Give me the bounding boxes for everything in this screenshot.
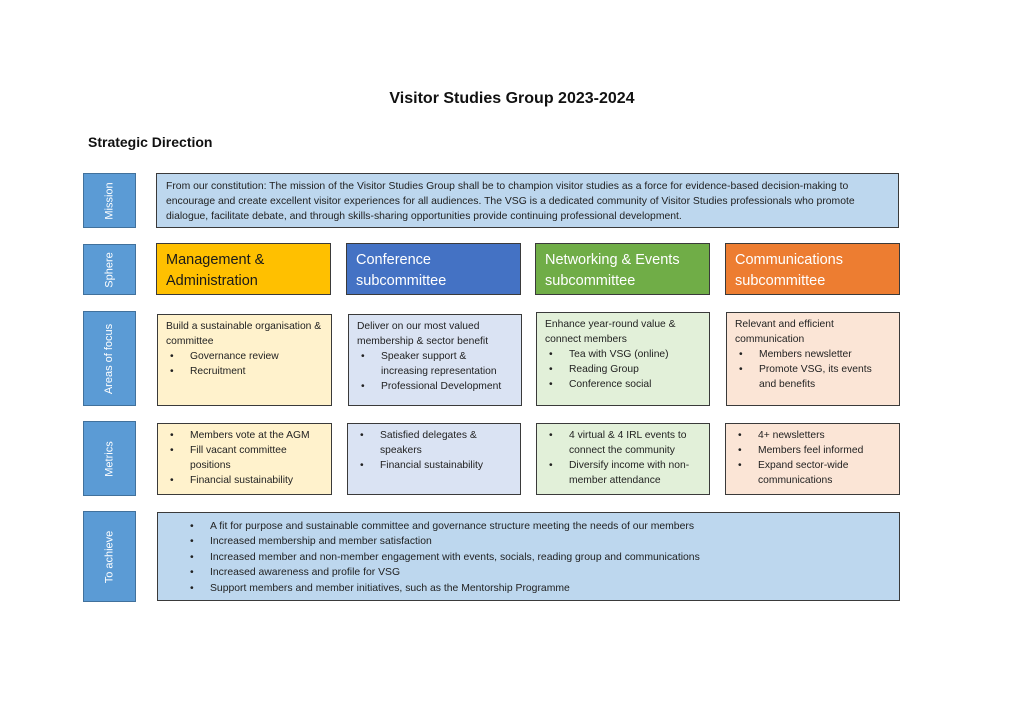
list-item: • Members vote at the AGM: [166, 428, 323, 443]
areas-management-intro: Build a sustainable organisation & committee: [166, 321, 322, 347]
areas-management: [157, 314, 332, 406]
list-item: • Satisfied delegates & speakers: [356, 428, 512, 458]
list-item: • Governance review: [166, 349, 323, 364]
achieve-box: [157, 512, 900, 601]
list-item: • Tea with VSG (online): [545, 347, 701, 362]
list-item: • Expand sector-wide communications: [734, 458, 891, 488]
list-item: • Members newsletter: [735, 347, 891, 362]
list-item: • Financial sustainability: [356, 458, 512, 473]
row-label-metrics-text: Metrics: [103, 440, 116, 477]
row-label-sphere-text: Sphere: [103, 251, 116, 288]
list-item: • Members feel informed: [734, 443, 891, 458]
areas-communications: [726, 312, 900, 406]
areas-networking: [536, 312, 710, 406]
list-item: • 4 virtual & 4 IRL events to connect the community: [545, 428, 701, 458]
row-label-metrics: [83, 421, 136, 496]
mission-text: From our constitution: The mission of the Visitor Studies Group shall be to champion visitor studies as a force for evidence-based decision-making to encourage and create excellent visitor experiences for all audiences. The VSG is a dedicated community of Visitor Studies professionals who promote dialogue, facilitate debate, and through skills-sharing opportunities provide continuing professional development.: [166, 181, 855, 222]
areas-conference: [348, 314, 522, 406]
areas-networking-intro: Enhance year-round value & connect members: [545, 319, 676, 345]
sphere-management-label: Management & Administration: [166, 252, 265, 289]
list-item: • Increased membership and member satisfaction: [186, 534, 891, 549]
sphere-communications-label: Communications subcommittee: [735, 252, 843, 289]
list-item: • Professional Development: [357, 379, 513, 394]
row-label-mission-text: Mission: [103, 181, 116, 220]
sphere-communications: [725, 243, 900, 295]
list-item: • Fill vacant committee positions: [166, 443, 323, 473]
section-title: Strategic Direction: [88, 134, 213, 150]
list-item: • Financial sustainability: [166, 473, 323, 488]
list-item: • Speaker support & increasing representation: [357, 349, 513, 379]
list-item: • Support members and member initiatives, such as the Mentorship Programme: [186, 581, 891, 596]
row-label-achieve: [83, 511, 136, 602]
list-item: • Recruitment: [166, 364, 323, 379]
list-item: • Increased member and non-member engagement with events, socials, reading group and communications: [186, 550, 891, 565]
list-item: • Reading Group: [545, 362, 701, 377]
list-item: • Increased awareness and profile for VSG: [186, 565, 891, 580]
row-label-mission: [83, 173, 136, 228]
metrics-networking: [536, 423, 710, 495]
sphere-networking-label: Networking & Events subcommittee: [545, 252, 680, 289]
row-label-areas-text: Areas of focus: [103, 323, 116, 394]
list-item: • Promote VSG, its events and benefits: [735, 362, 891, 392]
list-item: • A fit for purpose and sustainable committee and governance structure meeting the needs of our members: [186, 519, 891, 534]
metrics-conference: [347, 423, 521, 495]
row-label-areas: [83, 311, 136, 406]
list-item: • Diversify income with non-member attendance: [545, 458, 701, 488]
sphere-conference-label: Conference subcommittee: [356, 252, 447, 289]
list-item: • 4+ newsletters: [734, 428, 891, 443]
sphere-management: [156, 243, 331, 295]
row-label-achieve-text: To achieve: [103, 530, 116, 583]
document-title: Visitor Studies Group 2023-2024: [389, 90, 635, 107]
list-item: • Conference social: [545, 377, 701, 392]
mission-box: [156, 173, 899, 228]
sphere-networking: [535, 243, 710, 295]
sphere-conference: [346, 243, 521, 295]
areas-communications-intro: Relevant and efficient communication: [735, 319, 834, 345]
row-label-sphere: [83, 244, 136, 295]
metrics-communications: [725, 423, 900, 495]
areas-conference-intro: Deliver on our most valued membership & sector benefit: [357, 321, 489, 347]
metrics-management: [157, 423, 332, 495]
